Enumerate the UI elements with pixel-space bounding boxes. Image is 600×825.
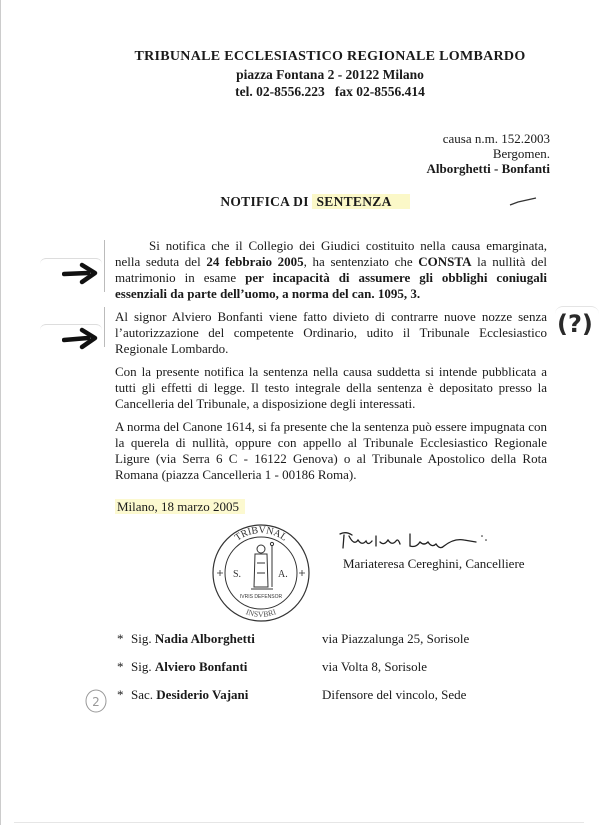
sentence-date: 24 febbraio 2005 bbox=[206, 254, 304, 269]
scan-edge-bottom bbox=[14, 822, 584, 823]
arrow-right-icon bbox=[62, 262, 100, 286]
p1-text-1: Si notifica che il Collegio dei Giudici costituito nella causa emarginata, nella seduta del bbox=[115, 238, 547, 269]
recipient-name: Sig. Nadia Alborghetti bbox=[131, 631, 255, 646]
recipient-bullet: * bbox=[117, 631, 124, 646]
seal-inner-text: IVRIS DEFENSOR bbox=[239, 594, 283, 600]
recipient-bullet: * bbox=[117, 659, 124, 674]
margin-line bbox=[104, 307, 105, 347]
recipient-row bbox=[0, 631, 600, 647]
tribunal-seal bbox=[211, 521, 311, 625]
circled-number: 2 bbox=[92, 695, 100, 709]
date-place-text: Milano, 18 marzo 2005 bbox=[115, 499, 245, 514]
seal-bottom-text: INSVBRI bbox=[244, 607, 278, 620]
seal-letter-right: A. bbox=[278, 569, 288, 580]
handwritten-signature bbox=[336, 526, 496, 554]
pen-mark-icon bbox=[508, 196, 538, 208]
arrow-right-icon bbox=[62, 327, 100, 351]
recipient-address: via Volta 8, Sorisole bbox=[322, 659, 427, 674]
recipient-address: via Piazzalunga 25, Sorisole bbox=[322, 631, 470, 646]
seal-cross-left-icon bbox=[217, 570, 223, 576]
seal-top-text: TRIBVNAL bbox=[233, 524, 289, 544]
title-part-2-highlighted: SENTENZA bbox=[312, 194, 409, 209]
title-part-1: NOTIFICA DI bbox=[220, 194, 309, 209]
margin-line bbox=[104, 240, 105, 292]
seal-cross-right-icon bbox=[299, 570, 305, 576]
case-number: causa n.m. 152.2003 bbox=[442, 131, 550, 146]
tribunal-name: TRIBUNALE ECCLESIASTICO REGIONALE LOMBARDO bbox=[134, 49, 526, 64]
verdict: CONSTA bbox=[418, 254, 472, 269]
paragraph-prohibition: Al signor Alviero Bonfanti viene fatto divieto di contrarre nuove nozze senza l’autorizzazione del competente Ordinario, udito il Tribunale Ecclesiastico Regionale Lombardo. bbox=[115, 309, 547, 356]
signatory-name: Mariateresa Cereghini, Cancelliere bbox=[343, 556, 525, 571]
diocese: Bergomen. bbox=[492, 146, 550, 161]
question-mark-annotation: (?) bbox=[557, 310, 593, 338]
case-parties: Alborghetti - Bonfanti bbox=[426, 161, 550, 176]
tribunal-address: piazza Fontana 2 - 20122 Milano bbox=[236, 67, 424, 82]
paragraph-appeal: A norma del Canone 1614, si fa presente che la sentenza può essere impugnata con la querela di nullità, oppure con appello al Tribunale Ecclesiastico Regionale Ligure (via Serra 6 C - 16122 Genova) o al Tribunale Apostolico della Rota Romana (piazza Cancelleria 1 - 00186 Roma). bbox=[115, 419, 547, 482]
p1-text-2: , ha sentenziato che bbox=[303, 254, 419, 269]
scan-edge bbox=[0, 0, 1, 825]
circled-number-annotation bbox=[84, 688, 108, 714]
p1-text-3: la nullità del matrimonio in esame bbox=[115, 254, 547, 285]
recipient-bullet: * bbox=[117, 687, 124, 702]
recipient-row bbox=[0, 659, 600, 675]
seal-letter-left: S. bbox=[233, 569, 242, 580]
date-place bbox=[115, 499, 245, 515]
paragraph-publication: Con la presente notifica la sentenza nella causa suddetta si intende pubblicata a tutti gli effetti di legge. Il testo integrale della sentenza è depositato presso la Cancelleria del Tribunale, a disposizione degli interessati. bbox=[115, 364, 547, 411]
tribunal-contacts: tel. 02-8556.223 fax 02-8556.414 bbox=[235, 84, 425, 99]
recipient-name: Sig. Alviero Bonfanti bbox=[131, 659, 248, 674]
paragraph-sentence bbox=[115, 238, 547, 302]
recipient-address: Difensore del vincolo, Sede bbox=[322, 687, 467, 702]
nullity-ground: per incapacità di assumere gli obblighi coniugali essenziali da parte dell’uomo, a norma del can. 1095, 3. bbox=[115, 270, 547, 301]
bishop-figure-icon bbox=[251, 542, 274, 589]
recipient-name: Sac. Desiderio Vajani bbox=[131, 687, 249, 702]
